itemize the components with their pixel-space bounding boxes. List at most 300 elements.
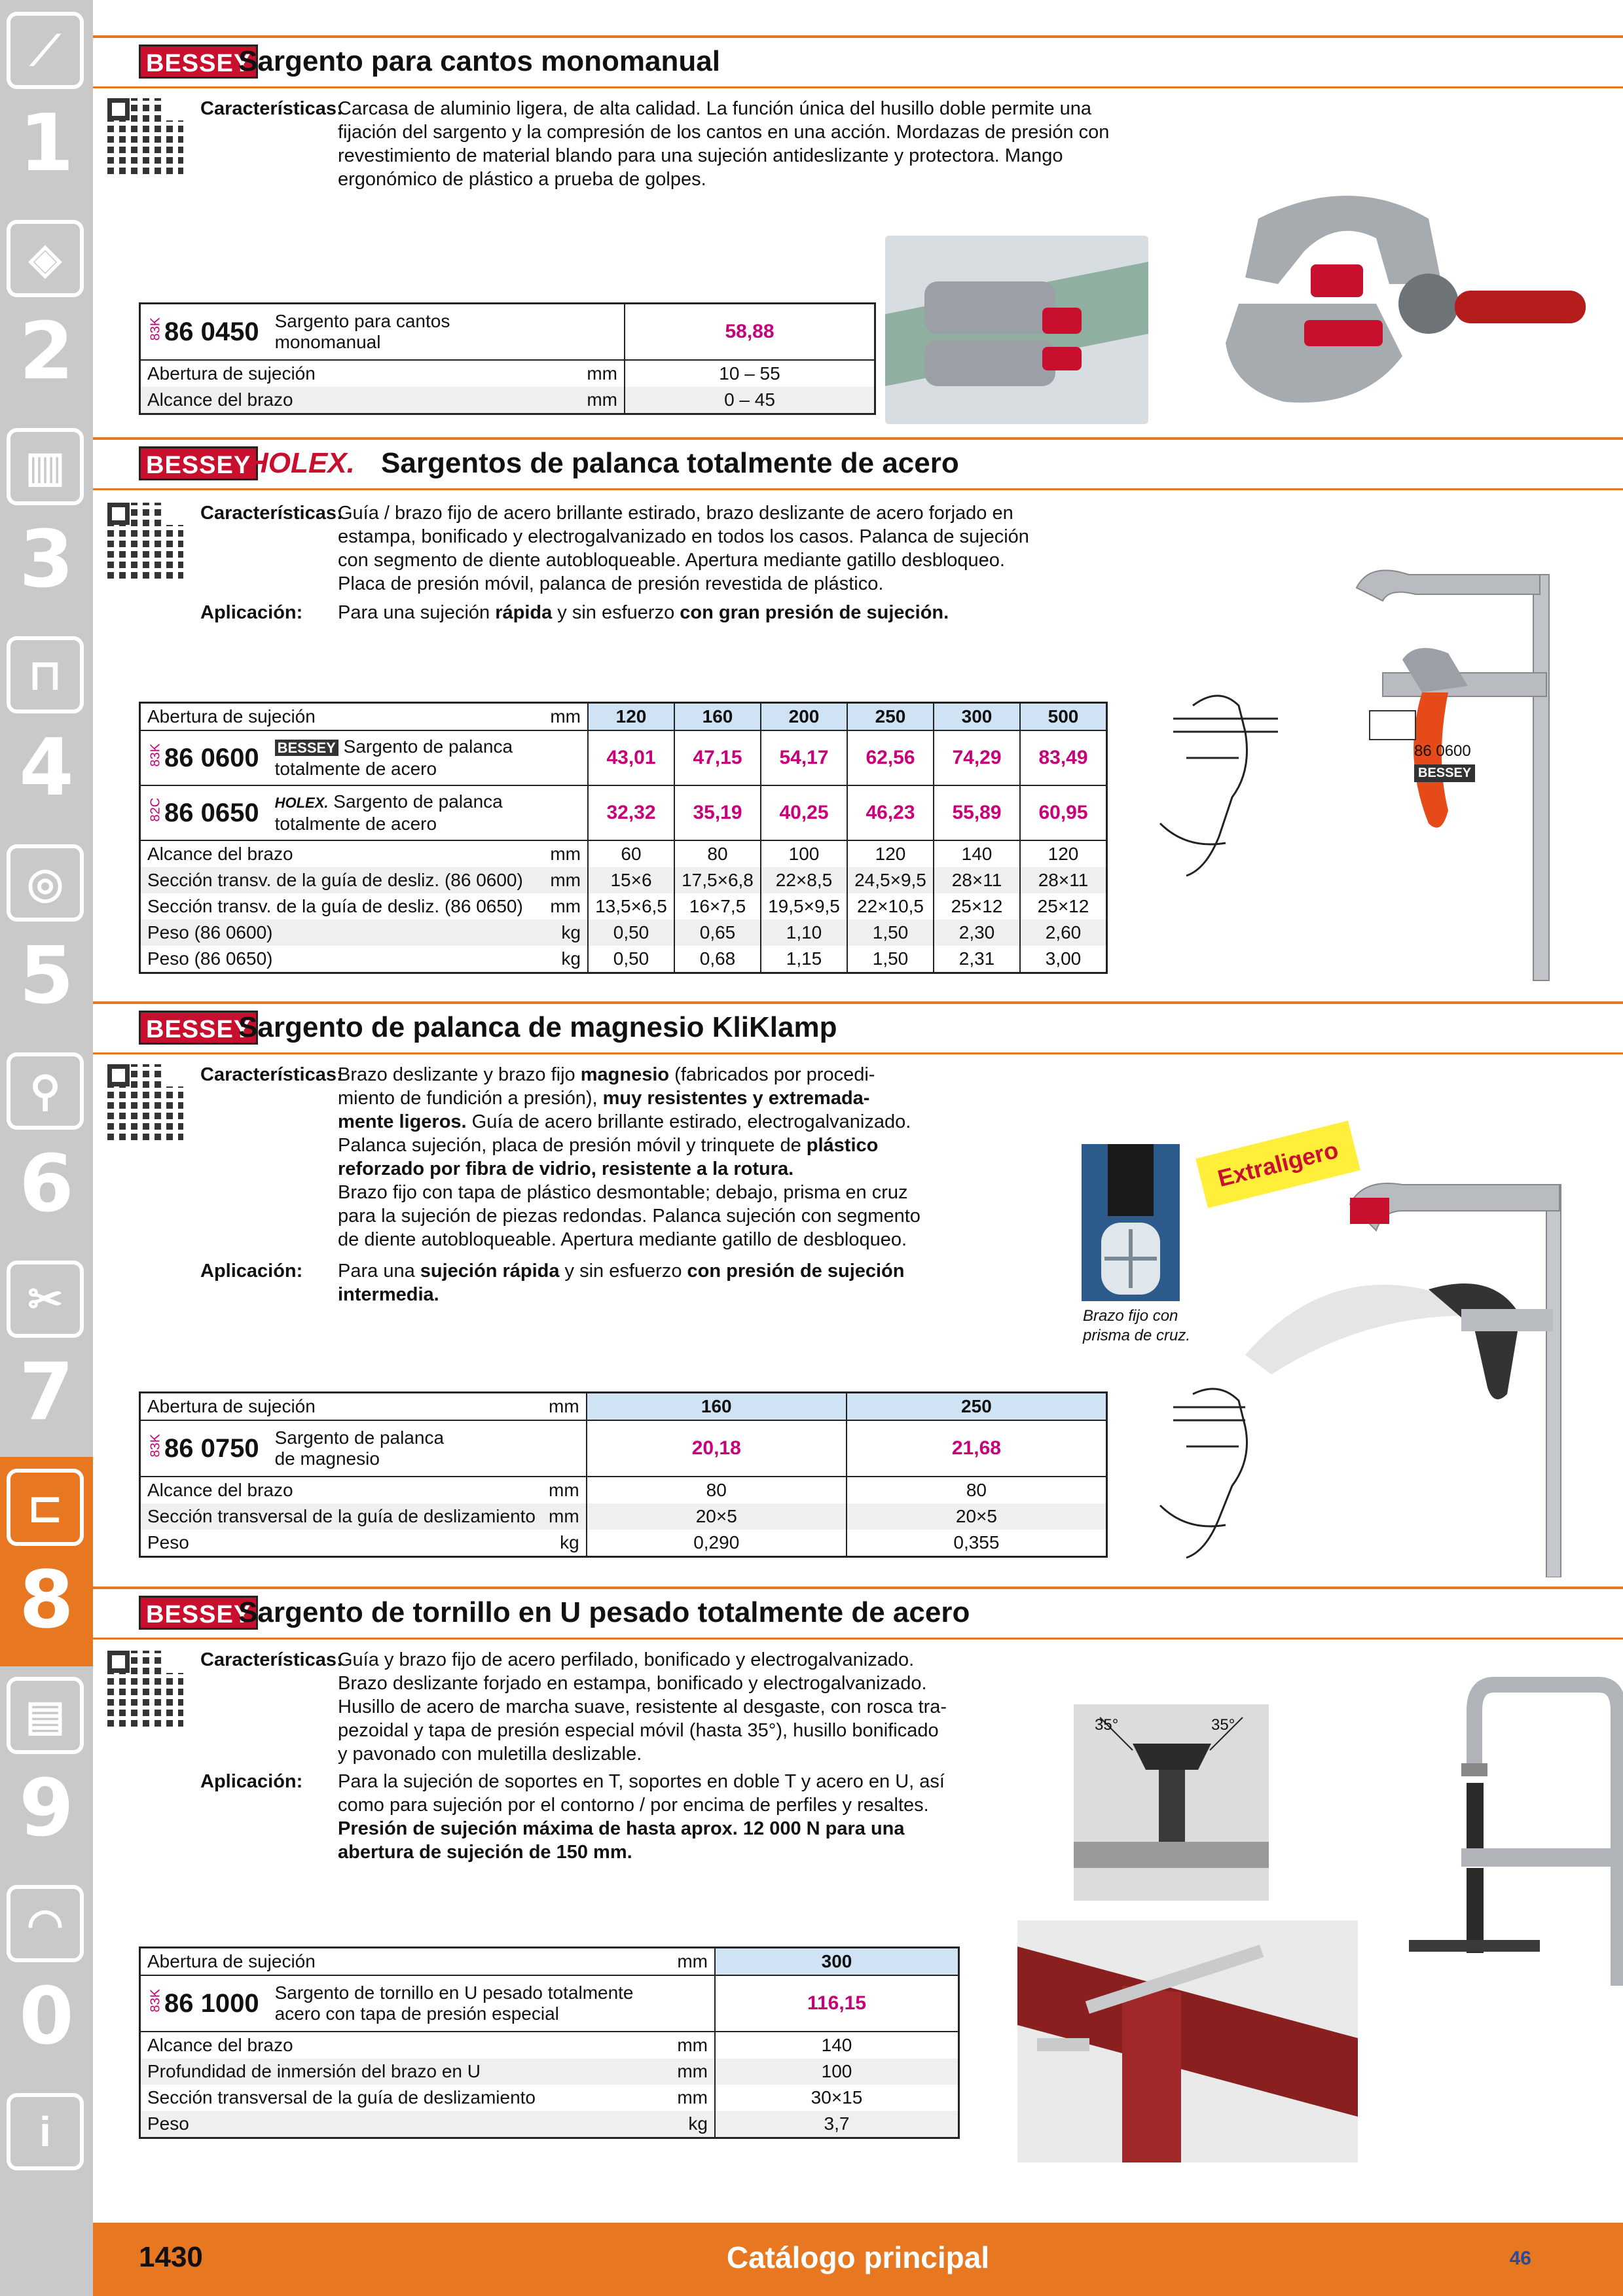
text-run: como para sujeción por el contorno / por encima de perfiles y resaltes. <box>338 1795 929 1816</box>
row-value: 0,65 <box>674 920 761 946</box>
features-block <box>200 1063 1051 1325</box>
row-value: 250 <box>847 1393 1107 1421</box>
feature-line: Brazo deslizante forjado en estampa, bonificado y electrogalvanizado. <box>338 1673 927 1694</box>
features-label: Características: <box>200 98 343 119</box>
price-value[interactable]: 32,32 <box>588 785 674 840</box>
row-value: 22×8,5 <box>761 867 847 893</box>
section-lever-clamp <box>93 437 1623 1000</box>
price-value[interactable]: 43,01 <box>588 730 674 785</box>
text-run: y sin esfuerzo <box>559 1261 687 1282</box>
row-value: 25×12 <box>1020 893 1107 920</box>
section-title: Sargentos de palanca totalmente de acero <box>381 447 959 479</box>
text-run: y sin esfuerzo <box>552 602 680 623</box>
text-run: para la sujeción de piezas redondas. Palanca sujeción con segmento <box>338 1206 921 1227</box>
row-value: 1,50 <box>847 920 934 946</box>
application-text <box>338 1770 945 1864</box>
text-run: Presión de sujeción máxima de hasta aprox. 12 000 N para una <box>338 1818 905 1839</box>
chapter-tab-1[interactable] <box>0 0 93 209</box>
description-line: totalmente de acero <box>274 814 437 834</box>
row-value: 100 <box>715 2058 959 2085</box>
description-line: Sargento de palanca <box>274 1427 445 1448</box>
clamp-tools-icon: ⊏ <box>7 1469 84 1546</box>
table-row <box>140 387 875 414</box>
text-run: miento de fundición a presión), <box>338 1088 603 1109</box>
row-value: 0,355 <box>847 1530 1107 1557</box>
features-text <box>338 501 1029 596</box>
cross-prism-photo <box>1082 1144 1180 1301</box>
feature-line <box>338 1204 921 1228</box>
grinding-disc-icon: ◈ <box>7 220 84 297</box>
table-row <box>140 1530 1107 1557</box>
row-value: 20×5 <box>587 1503 847 1530</box>
application-line <box>338 1817 945 1840</box>
angle-label-right: 35° <box>1211 1716 1235 1734</box>
text-run: plástico <box>806 1135 879 1156</box>
feature-line: Guía / brazo fijo de acero brillante estirado, brazo deslizante de acero forjado en <box>338 503 1013 524</box>
pliers-icon: ✂ <box>7 1261 84 1338</box>
article-row <box>140 1420 1107 1477</box>
feature-line: pezoidal y tapa de presión especial móvil (hasta 35°), husillo bonificado <box>338 1720 939 1741</box>
chuck-icon: ▥ <box>7 428 84 505</box>
chapter-number: 9 <box>19 1763 74 1854</box>
row-value: 30×15 <box>715 2085 959 2111</box>
row-unit: kg <box>560 1532 579 1552</box>
qr-code-icon[interactable] <box>107 1064 183 1140</box>
row-value: 15×6 <box>588 867 674 893</box>
row-label: Abertura de sujeción <box>140 703 543 731</box>
row-value: 20×5 <box>847 1503 1107 1530</box>
row-label: Sección transv. de la guía de desliz. (86 0650) <box>147 896 523 916</box>
row-value: 28×11 <box>1020 867 1107 893</box>
row-unit: mm <box>658 2058 715 2085</box>
text-run: Guía de acero brillante estirado, electrogalvanizado. <box>466 1111 911 1132</box>
description-line: de magnesio <box>274 1448 380 1469</box>
text-run: reforzado por fibra de vidrio, resistente a la rotura. <box>338 1158 794 1179</box>
text-run: (fabricados por procedi- <box>669 1064 875 1085</box>
description-line: totalmente de acero <box>274 759 437 779</box>
photo-brand-logo: BESSEY <box>1414 764 1475 782</box>
table-row <box>140 2111 959 2138</box>
row-value: 25×12 <box>934 893 1020 920</box>
row-value: 120 <box>588 703 674 731</box>
spec-table <box>139 702 1108 974</box>
features-label: Características: <box>200 1649 343 1670</box>
table-row <box>140 920 1107 946</box>
row-unit: mm <box>542 1503 587 1530</box>
chapter-number: 0 <box>19 1971 74 2062</box>
article-cell <box>140 1975 716 2032</box>
feature-line: Placa de presión móvil, palanca de presión revestida de plástico. <box>338 573 884 594</box>
table-row <box>140 2032 959 2058</box>
chapter-tab-3[interactable] <box>0 416 93 626</box>
catalog-title: Catálogo principal <box>726 2240 990 2274</box>
row-label: Sección transversal de la guía de deslizamiento <box>147 2087 536 2108</box>
article-prefix: 83K <box>148 1433 163 1457</box>
feature-line <box>338 1228 921 1251</box>
row-value: 0,50 <box>588 946 674 973</box>
article-cell <box>140 730 589 785</box>
text-run: magnesio <box>580 1064 670 1085</box>
text-run: de diente autobloqueable. Apertura mediante gatillo de desbloqueo. <box>338 1229 907 1250</box>
article-prefix: 83K <box>148 743 163 766</box>
price-value[interactable]: 21,68 <box>847 1420 1107 1477</box>
features-block <box>200 501 1182 632</box>
tool-cabinet-icon: ▤ <box>7 1677 84 1754</box>
text-run: con gran presión de sujeción. <box>680 602 949 623</box>
row-unit: kg <box>542 920 588 946</box>
article-row <box>140 304 875 361</box>
application-line <box>338 601 949 624</box>
row-unit: mm <box>542 867 588 893</box>
article-prefix: 82C <box>148 797 163 821</box>
row-unit: mm <box>587 363 617 384</box>
row-value: 3,7 <box>715 2111 959 2138</box>
feature-line <box>338 1181 921 1204</box>
row-label: Abertura de sujeción <box>140 1393 543 1421</box>
application-line <box>338 1770 945 1793</box>
application-line <box>338 1793 945 1817</box>
row-value: 10 – 55 <box>625 360 875 387</box>
row-label: Abertura de sujeción <box>147 363 316 384</box>
spec-table <box>139 1391 1108 1558</box>
article-description <box>275 1427 444 1469</box>
article-number[interactable]: 86 0750 <box>164 1433 259 1463</box>
feature-line <box>338 1134 921 1157</box>
wrench-icon: ⚲ <box>7 1052 84 1130</box>
row-value: 200 <box>761 703 847 731</box>
description-line: Sargento de tornillo en U pesado totalmente <box>274 1982 634 2003</box>
feature-line <box>338 1086 921 1110</box>
table-row <box>140 1503 1107 1530</box>
chapter-number: 7 <box>19 1347 74 1438</box>
prism-caption <box>1083 1306 1190 1346</box>
bessey-logo: BESSEY <box>139 45 258 79</box>
bessey-logo: BESSEY <box>139 446 258 480</box>
feature-line: Husillo de acero de marcha suave, resistente al desgaste, con rosca tra- <box>338 1696 947 1717</box>
article-description <box>275 736 513 780</box>
application-line <box>338 1283 905 1306</box>
u-clamp-on-beam-photo <box>1017 1920 1358 2162</box>
safety-glasses-icon: ◠ <box>7 1885 84 1962</box>
price-value[interactable]: 40,25 <box>761 785 847 840</box>
article-cell <box>140 304 625 361</box>
row-value: 1,50 <box>847 946 934 973</box>
table-row <box>140 1393 1107 1421</box>
feature-line: revestimiento de material blando para una sujeción antideslizante y protectora. Mango <box>338 145 1063 166</box>
holex-logo: HOLEX. <box>247 447 355 479</box>
row-value: 80 <box>674 840 761 867</box>
chapter-number: 5 <box>19 931 74 1022</box>
saw-blade-icon: ◎ <box>7 844 84 922</box>
text-run: muy resistentes y extremada- <box>602 1088 870 1109</box>
table-row <box>140 360 875 387</box>
caption-line: Brazo fijo con <box>1083 1307 1178 1325</box>
row-label: Profundidad de inmersión del brazo en U <box>140 2058 658 2085</box>
features-label: Características: <box>200 1064 343 1085</box>
row-value: 0,50 <box>588 920 674 946</box>
feature-line: fijación del sargento y la compresión de los cantos en una acción. Mordazas de presión con <box>338 122 1110 143</box>
article-cell <box>140 1420 587 1477</box>
row-value: 28×11 <box>934 867 1020 893</box>
row-value: 300 <box>715 1948 959 1976</box>
price-value[interactable]: 55,89 <box>934 785 1020 840</box>
application-label: Aplicación: <box>200 1771 303 1792</box>
chapter-number: 3 <box>19 514 74 605</box>
sheet-number: 46 <box>1509 2248 1531 2269</box>
row-value: 120 <box>847 840 934 867</box>
table-row <box>140 1948 959 1976</box>
row-value: 250 <box>847 703 934 731</box>
row-label: Alcance del brazo <box>147 844 293 864</box>
price-value[interactable]: 60,95 <box>1020 785 1107 840</box>
article-number[interactable]: 86 0600 <box>164 743 259 772</box>
row-label: Peso (86 0650) <box>147 948 273 969</box>
feature-line: ergonómico de plástico a prueba de golpes. <box>338 169 706 190</box>
bessey-logo: BESSEY <box>275 740 338 756</box>
row-unit: kg <box>561 948 581 969</box>
price-value[interactable]: 54,17 <box>761 730 847 785</box>
article-row <box>140 785 1107 840</box>
extralight-sticker: Extraligero <box>1195 1121 1360 1208</box>
feature-line: con segmento de diente autobloqueable. Apertura mediante gatillo desbloqueo. <box>338 550 1005 571</box>
features-label: Características: <box>200 503 343 524</box>
row-value: 16×7,5 <box>674 893 761 920</box>
text-run: Para la sujeción de soportes en T, soportes en doble T y acero en U, así <box>338 1771 945 1792</box>
row-value: 300 <box>934 703 1020 731</box>
article-description <box>275 311 450 353</box>
table-row <box>140 2058 959 2085</box>
table-row <box>140 1477 1107 1503</box>
caption-line: prisma de cruz. <box>1083 1327 1191 1344</box>
section-title: Sargento de palanca de magnesio KliKlamp <box>238 1011 837 1043</box>
table-row <box>140 867 1107 893</box>
chapter-tab-9[interactable] <box>0 1665 93 1874</box>
application-text <box>338 601 949 624</box>
row-unit: mm <box>550 844 581 864</box>
description-line: Sargento para cantos <box>274 311 450 331</box>
article-description <box>275 791 503 834</box>
chapter-tab-6[interactable] <box>0 1041 93 1250</box>
application-line <box>338 1259 905 1283</box>
price-value[interactable]: 47,15 <box>674 730 761 785</box>
chapter-tab-5[interactable] <box>0 833 93 1042</box>
section-header <box>93 1001 1623 1054</box>
section-kliklamp <box>93 1001 1623 1577</box>
article-number[interactable]: 86 1000 <box>164 1988 259 2018</box>
row-label: Sección transversal de la guía de deslizamiento <box>140 1503 543 1530</box>
row-value: 1,15 <box>761 946 847 973</box>
feature-line: Guía y brazo fijo de acero perfilado, bonificado y electrogalvanizado. <box>338 1649 915 1670</box>
price-value[interactable]: 83,49 <box>1020 730 1107 785</box>
drill-bit-icon: ⟋ <box>7 12 84 89</box>
kliklamp-photo <box>1232 1158 1623 1577</box>
price-value[interactable]: 35,19 <box>674 785 761 840</box>
row-unit: kg <box>658 2111 715 2138</box>
row-value: 2,30 <box>934 920 1020 946</box>
row-value: 17,5×6,8 <box>674 867 761 893</box>
section-header <box>93 437 1623 490</box>
table-row <box>140 840 1107 867</box>
row-label: Alcance del brazo <box>147 1480 293 1500</box>
row-value: 500 <box>1020 703 1107 731</box>
row-value: 0,290 <box>587 1530 847 1557</box>
feature-line <box>338 1157 921 1181</box>
row-value: 100 <box>761 840 847 867</box>
price-value[interactable]: 74,29 <box>934 730 1020 785</box>
row-value: 19,5×9,5 <box>761 893 847 920</box>
row-label: Alcance del brazo <box>147 2035 293 2055</box>
row-unit: mm <box>677 2035 708 2055</box>
chapter-tab-4[interactable] <box>0 624 93 834</box>
text-run: intermedia. <box>338 1284 439 1305</box>
row-value: 1,10 <box>761 920 847 946</box>
chapter-tab-0[interactable] <box>0 1873 93 2083</box>
row-value: 13,5×6,5 <box>588 893 674 920</box>
chapter-tab-7[interactable] <box>0 1249 93 1458</box>
qr-code-icon[interactable] <box>107 1651 183 1727</box>
article-number[interactable]: 86 0450 <box>164 317 259 346</box>
row-label: Sección transv. de la guía de desliz. (86 0600) <box>140 867 543 893</box>
spec-table <box>139 1946 960 2139</box>
application-line <box>338 1840 945 1864</box>
row-value: 0,68 <box>674 946 761 973</box>
row-value: 140 <box>715 2032 959 2058</box>
feature-line: Carcasa de aluminio ligera, de alta calidad. La función única del husillo doble permite una <box>338 98 1092 119</box>
text-run: mente ligeros. <box>338 1111 467 1132</box>
page-footer <box>93 2223 1623 2296</box>
price-value[interactable]: 116,15 <box>715 1975 959 2032</box>
text-run: Para una sujeción <box>338 602 496 623</box>
description-line: Sargento de palanca <box>333 791 503 812</box>
text-run: rápida <box>495 602 553 623</box>
section-header <box>93 35 1623 88</box>
article-cell <box>140 785 589 840</box>
text-run: Para una <box>338 1261 420 1282</box>
row-label: Peso (86 0600) <box>140 920 543 946</box>
description-line: acero con tapa de presión especial <box>274 2003 559 2024</box>
row-unit: mm <box>542 703 588 731</box>
text-run: Brazo deslizante y brazo fijo <box>338 1064 581 1085</box>
row-value: 2,60 <box>1020 920 1107 946</box>
features-block <box>200 97 1248 202</box>
table-row <box>140 2085 959 2111</box>
row-label: Alcance del brazo <box>140 387 530 414</box>
chapter-number: 2 <box>19 306 74 397</box>
row-unit: mm <box>550 896 581 916</box>
section-header <box>93 1587 1623 1640</box>
chapter-sidebar <box>0 0 93 2296</box>
feature-line <box>338 1110 921 1134</box>
application-label: Aplicación: <box>200 1261 303 1282</box>
table-row <box>140 946 1107 973</box>
angle-label-left: 35° <box>1095 1716 1119 1734</box>
description-line: monomanual <box>274 332 381 352</box>
chapter-number: 8 <box>19 1555 74 1646</box>
article-prefix: 83K <box>148 1988 163 2012</box>
feature-line: estampa, bonificado y electrogalvanizado en todos los casos. Palanca de sujeción <box>338 526 1029 547</box>
bessey-logo: BESSEY <box>139 1596 258 1630</box>
description-line: Sargento de palanca <box>343 736 513 757</box>
row-unit: mm <box>677 2087 708 2108</box>
text-run: con presión de sujeción <box>687 1261 905 1282</box>
chapter-tab-2[interactable] <box>0 208 93 418</box>
row-value: 120 <box>1020 840 1107 867</box>
table-row <box>140 703 1107 731</box>
row-label: Peso <box>147 1532 189 1552</box>
price-value[interactable]: 58,88 <box>625 304 875 361</box>
section-u-screw-clamp <box>93 1587 1623 2215</box>
row-value: 160 <box>587 1393 847 1421</box>
article-row <box>140 730 1107 785</box>
chapter-number: 6 <box>19 1139 74 1230</box>
features-text <box>338 97 1109 191</box>
row-unit: mm <box>530 387 625 414</box>
caliper-icon: ⊓ <box>7 636 84 713</box>
chapter-tab-8[interactable] <box>0 1457 93 1666</box>
page-number: 1430 <box>139 2241 203 2273</box>
article-description <box>275 1982 634 2024</box>
article-prefix: 83K <box>148 317 163 340</box>
edge-clamp-photo <box>1180 179 1623 435</box>
row-value: 80 <box>847 1477 1107 1503</box>
row-value: 22×10,5 <box>847 893 934 920</box>
feature-line: y pavonado con muletilla deslizable. <box>338 1744 642 1765</box>
bessey-logo: BESSEY <box>139 1011 258 1045</box>
chapter-tab-info[interactable] <box>0 2081 93 2291</box>
row-value: 0 – 45 <box>625 387 875 414</box>
row-value: 24,5×9,5 <box>847 867 934 893</box>
row-value: 140 <box>934 840 1020 867</box>
text-run: abertura de sujeción de 150 mm. <box>338 1842 632 1863</box>
price-value[interactable]: 46,23 <box>847 785 934 840</box>
row-label: Abertura de sujeción <box>140 1948 658 1976</box>
article-row <box>140 1975 959 2032</box>
price-value[interactable]: 20,18 <box>587 1420 847 1477</box>
qr-code-icon[interactable] <box>107 503 183 579</box>
lever-operation-drawing <box>1147 679 1330 908</box>
text-run: sujeción rápida <box>420 1261 560 1282</box>
info-icon: i <box>7 2093 84 2170</box>
row-value: 60 <box>588 840 674 867</box>
text-run: Palanca sujeción, placa de presión móvil y trinquete de <box>338 1135 807 1156</box>
holex-logo: HOLEX. <box>274 795 329 811</box>
feature-line <box>338 1063 921 1086</box>
section-title: Sargento de tornillo en U pesado totalmente de acero <box>238 1596 970 1628</box>
table-row <box>140 893 1107 920</box>
row-value: 160 <box>674 703 761 731</box>
section-edge-clamp <box>93 35 1623 428</box>
features-text <box>338 1648 947 1766</box>
row-value: 2,31 <box>934 946 1020 973</box>
row-unit: mm <box>658 1948 715 1976</box>
price-value[interactable]: 62,56 <box>847 730 934 785</box>
features-text <box>338 1063 921 1251</box>
qr-code-icon[interactable] <box>107 98 183 174</box>
article-number[interactable]: 86 0650 <box>164 798 259 827</box>
chapter-number: 4 <box>19 723 74 814</box>
text-run: Brazo fijo con tapa de plástico desmontable; debajo, prisma en cruz <box>338 1182 908 1203</box>
section-title: Sargento para cantos monomanual <box>238 45 720 77</box>
row-unit: mm <box>542 1393 587 1421</box>
features-block <box>200 1648 1051 1884</box>
row-label: Peso <box>140 2111 658 2138</box>
row-value: 80 <box>587 1477 847 1503</box>
chapter-number: 1 <box>19 98 74 189</box>
row-unit: mm <box>549 1480 579 1500</box>
application-text <box>338 1259 905 1306</box>
photo-article-label: 86 0600 <box>1414 742 1471 760</box>
row-value: 3,00 <box>1020 946 1107 973</box>
